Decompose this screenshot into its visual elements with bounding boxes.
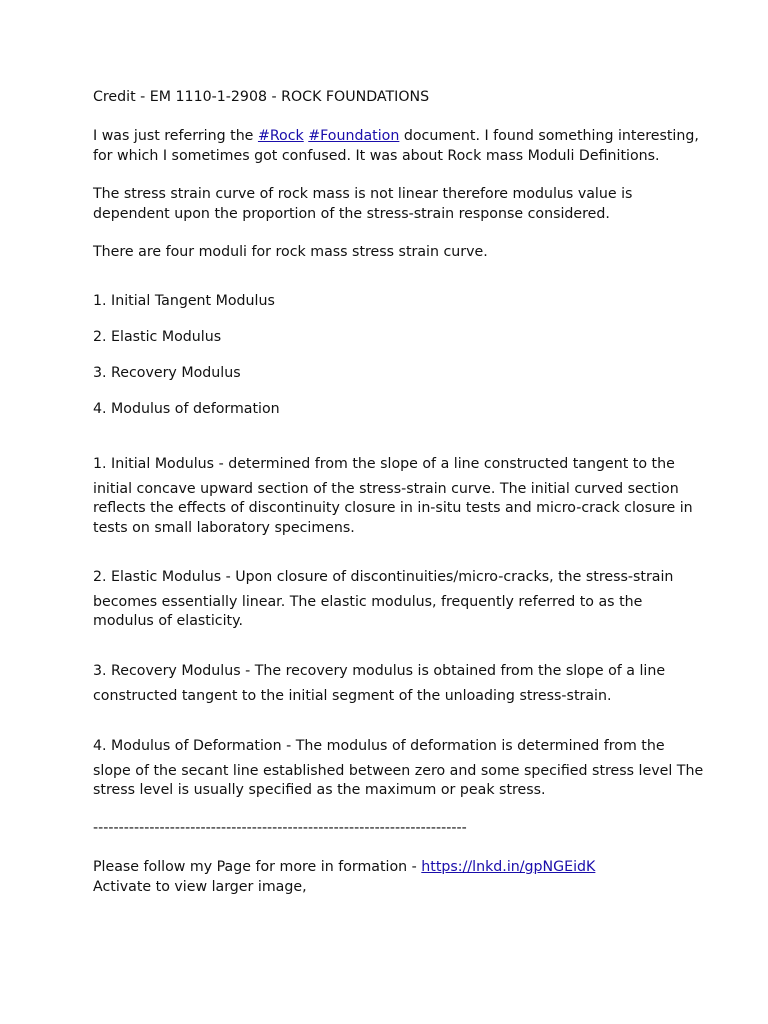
activate-image-text[interactable]: Activate to view larger image, bbox=[93, 878, 307, 895]
definition-line: modulus of elasticity. bbox=[93, 613, 243, 629]
list-item-text: 4. Modulus of deformation bbox=[93, 401, 280, 417]
list-item-text: 1. Initial Tangent Modulus bbox=[93, 293, 275, 309]
follow-paragraph bbox=[93, 858, 693, 897]
definition-line: reflects the effects of discontinuity closure in in-situ tests and micro-crack closure in bbox=[93, 500, 693, 516]
definition-line: becomes essentially linear. The elastic modulus, frequently referred to as the bbox=[93, 593, 643, 610]
definition-elastic-modulus bbox=[93, 568, 693, 632]
paragraph-line: dependent upon the proportion of the stress-strain response considered. bbox=[93, 205, 610, 222]
intro-line-2: for which I sometimes got confused. It was about Rock mass Moduli Definitions. bbox=[93, 147, 660, 164]
definition-line: tests on small laboratory specimens. bbox=[93, 519, 355, 536]
definition-line: 1. Initial Modulus - determined from the slope of a line constructed tangent to the bbox=[93, 456, 675, 472]
list-item-text: 3. Recovery Modulus bbox=[93, 365, 241, 381]
follow-prefix: Please follow my Page for more in formation - bbox=[93, 859, 422, 875]
definition-line: 3. Recovery Modulus - The recovery modulus is obtained from the slope of a line bbox=[93, 663, 666, 679]
page-url-link[interactable]: https://lnkd.in/gpNGEidK bbox=[421, 859, 596, 875]
moduli-list-item bbox=[93, 292, 693, 312]
definition-line: 2. Elastic Modulus - Upon closure of discontinuities/micro-cracks, the stress-strain bbox=[93, 569, 674, 585]
definition-modulus-of-deformation bbox=[93, 737, 704, 801]
list-item-text: 2. Elastic Modulus bbox=[93, 329, 222, 345]
definition-line: constructed tangent to the initial segment of the unloading stress-strain. bbox=[93, 687, 612, 704]
intro-prefix: I was just referring the bbox=[93, 128, 258, 144]
paragraph-line: There are four moduli for rock mass stress strain curve. bbox=[93, 244, 488, 260]
separator-line bbox=[93, 819, 693, 839]
moduli-list-item bbox=[93, 400, 693, 420]
four-moduli-paragraph bbox=[93, 243, 693, 263]
definition-line: initial concave upward section of the stress-strain curve. The initial curved section bbox=[93, 480, 679, 497]
credit-line bbox=[93, 88, 693, 108]
rock-hashtag-link[interactable]: #Rock bbox=[257, 128, 304, 144]
foundation-hashtag-link[interactable]: #Foundation bbox=[308, 128, 400, 144]
moduli-list-item bbox=[93, 328, 693, 348]
definition-initial-modulus bbox=[93, 455, 693, 538]
intro-suffix: document. I found something interesting, bbox=[399, 128, 699, 144]
moduli-list-item bbox=[93, 364, 693, 384]
intro-line-1 bbox=[93, 127, 699, 147]
stress-strain-paragraph bbox=[93, 185, 693, 224]
intro-paragraph bbox=[93, 127, 699, 166]
definition-recovery-modulus bbox=[93, 662, 693, 706]
separator-text: ------------------------------------------------------------------------- bbox=[93, 820, 467, 836]
definition-line: slope of the secant line established between zero and some specified stress level The bbox=[93, 762, 704, 779]
definition-line: 4. Modulus of Deformation - The modulus of deformation is determined from the bbox=[93, 738, 665, 754]
credit-text: Credit - EM 1110-1-2908 - ROCK FOUNDATIONS bbox=[93, 89, 430, 105]
definition-line: stress level is usually specified as the maximum or peak stress. bbox=[93, 782, 546, 798]
paragraph-line: The stress strain curve of rock mass is not linear therefore modulus value is bbox=[93, 186, 633, 202]
